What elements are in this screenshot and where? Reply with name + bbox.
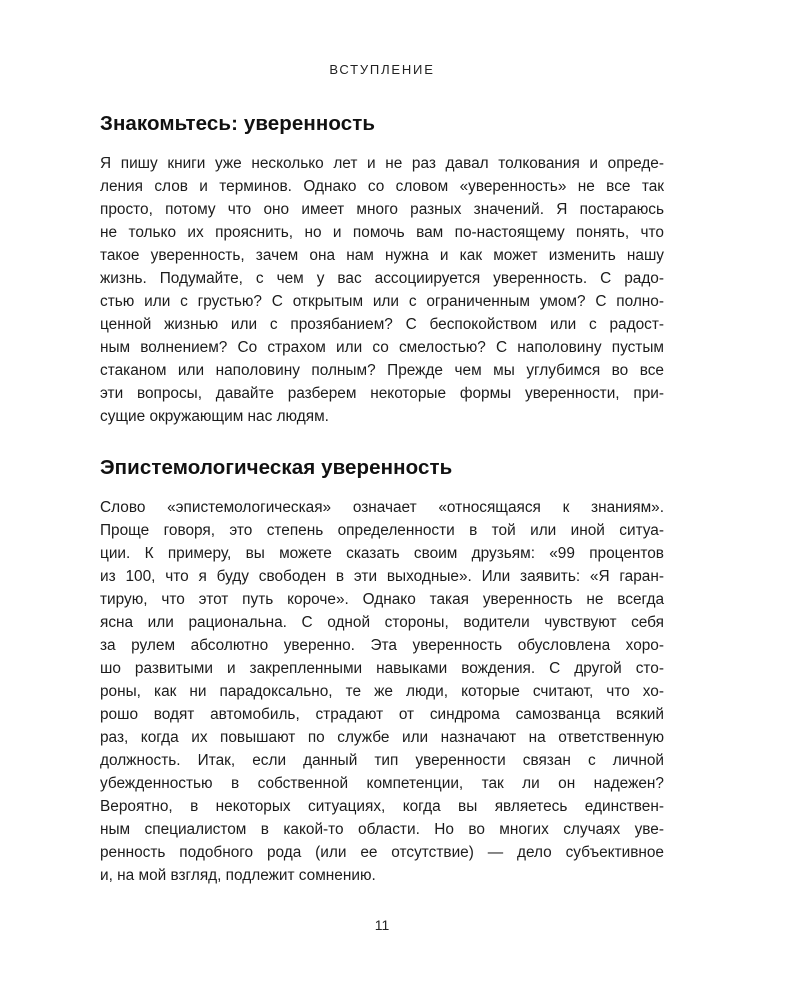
section-heading-epistemological: Эпистемологическая уверенность	[100, 456, 453, 479]
paragraph-epistemological	[100, 496, 664, 887]
paragraph-line: роны, как ни парадоксально, те же люди, которые считают, что хо-	[100, 683, 664, 700]
paragraph-line: сущие окружающим нас людям.	[100, 408, 329, 425]
section-heading-confidence: Знакомьтесь: уверенность	[100, 112, 376, 135]
paragraph-line: не только их прояснить, но и помочь вам по-настоящему понять, что	[100, 224, 664, 241]
paragraph-line: Вероятно, в некоторых ситуациях, когда вы являетесь единствен-	[100, 798, 664, 815]
page-number: 11	[374, 917, 390, 933]
paragraph-confidence-intro	[100, 152, 664, 428]
paragraph-line: эти вопросы, давайте разберем некоторые формы уверенности, при-	[100, 385, 664, 402]
paragraph-line: шо развитыми и закрепленными навыками вождения. С другой сто-	[100, 660, 664, 677]
paragraph-line: тирую, что этот путь короче». Однако такая уверенность не всегда	[100, 591, 664, 608]
book-page	[100, 0, 664, 1000]
paragraph-line: ценной жизнью или с прозябанием? С беспокойством или с радост-	[100, 316, 664, 333]
paragraph-line: стью или с грустью? С открытым или с ограниченным умом? С полно-	[100, 293, 664, 310]
running-head: ВСТУПЛЕНИЕ	[329, 62, 435, 77]
paragraph-line: за рулем абсолютно уверенно. Эта уверенность обусловлена хоро-	[100, 637, 664, 654]
paragraph-line: ным волнением? Со страхом или со смелостью? С наполовину пустым	[100, 339, 664, 356]
paragraph-line: просто, потому что оно имеет много разных значений. Я постараюсь	[100, 201, 664, 218]
paragraph-line: ясна или рациональна. С одной стороны, водители чувствуют себя	[100, 614, 664, 631]
paragraph-line: ления слов и терминов. Однако со словом «уверенность» не все так	[100, 178, 664, 195]
paragraph-line: ным специалистом в какой-то области. Но во многих случаях уве-	[100, 821, 664, 838]
paragraph-line: жизнь. Подумайте, с чем у вас ассоциируется уверенность. С радо-	[100, 270, 664, 287]
paragraph-line: Проще говоря, это степень определенности в той или иной ситуа-	[100, 522, 664, 539]
paragraph-line: должность. Итак, если данный тип уверенности связан с личной	[100, 752, 664, 769]
paragraph-line: раз, когда их повышают по службе или назначают на ответственную	[100, 729, 664, 746]
paragraph-line: из 100, что я буду свободен в эти выходные». Или заявить: «Я гаран-	[100, 568, 664, 585]
paragraph-line: убежденностью в собственной компетенции, так ли он надежен?	[100, 775, 664, 792]
paragraph-line: ции. К примеру, вы можете сказать своим друзьям: «99 процентов	[100, 545, 664, 562]
paragraph-line: рошо водят автомобиль, страдают от синдрома самозванца всякий	[100, 706, 664, 723]
paragraph-line: и, на мой взгляд, подлежит сомнению.	[100, 867, 376, 884]
paragraph-line: Я пишу книги уже несколько лет и не раз давал толкования и опреде-	[100, 155, 664, 172]
paragraph-line: Слово «эпистемологическая» означает «относящаяся к знаниям».	[100, 499, 664, 516]
paragraph-line: стаканом или наполовину полным? Прежде чем мы углубимся во все	[100, 362, 664, 379]
paragraph-line: такое уверенность, зачем она нам нужна и как может изменить нашу	[100, 247, 664, 264]
paragraph-line: ренность подобного рода (или ее отсутствие) — дело субъективное	[100, 844, 664, 861]
